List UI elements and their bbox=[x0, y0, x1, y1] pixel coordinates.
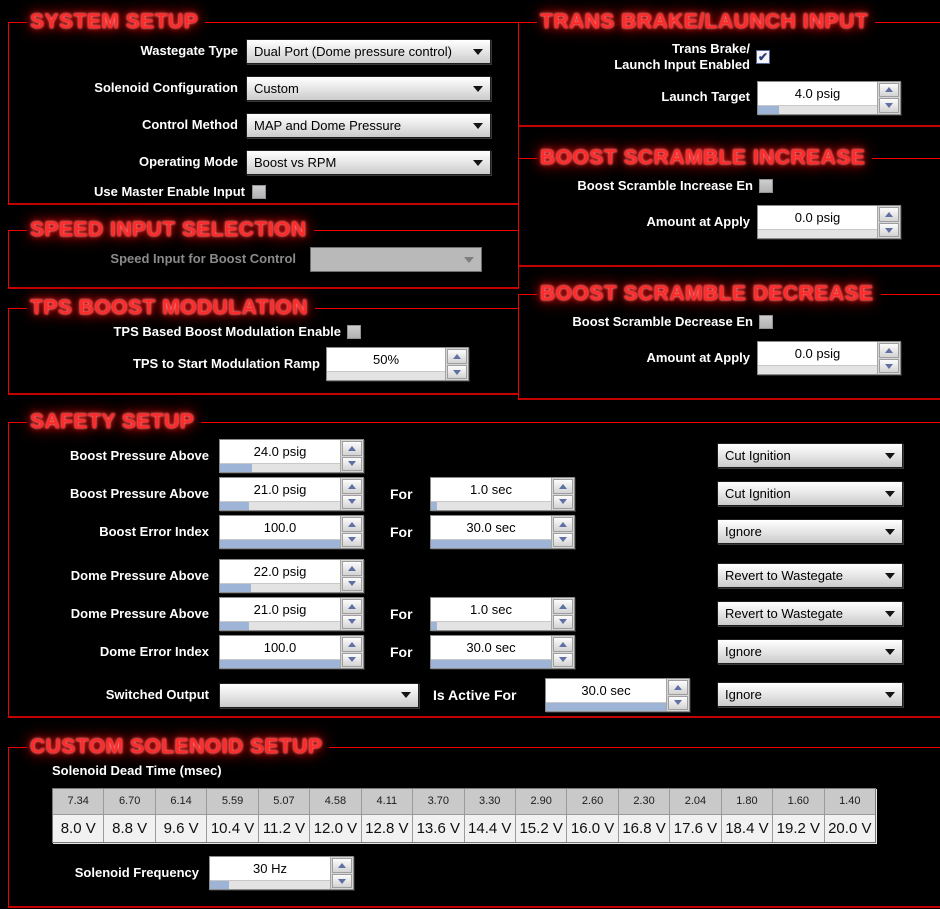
spin-up-button[interactable] bbox=[879, 343, 899, 358]
spin-down-button[interactable] bbox=[332, 874, 352, 889]
section-title: BOOST SCRAMBLE DECREASE bbox=[540, 282, 874, 305]
safety-action-dropdown[interactable] bbox=[717, 443, 903, 468]
field-row bbox=[19, 150, 508, 175]
spin-down-button[interactable] bbox=[342, 653, 362, 668]
value-slider[interactable] bbox=[431, 539, 551, 548]
spin-up-button[interactable] bbox=[342, 561, 362, 576]
dropdown-value: MAP and Dome Pressure bbox=[254, 118, 402, 133]
spinner-value-field[interactable] bbox=[220, 478, 340, 510]
spin-down-button[interactable] bbox=[553, 495, 573, 510]
for-label: For bbox=[390, 486, 413, 502]
spinner-value: 1.0 sec bbox=[470, 482, 512, 497]
safety-action-dropdown[interactable] bbox=[717, 639, 903, 664]
slider-fill bbox=[220, 464, 252, 472]
spinner-value-field[interactable] bbox=[431, 636, 551, 668]
dead-time-cell[interactable]: 2.60 bbox=[567, 789, 617, 814]
spin-up-button[interactable] bbox=[342, 517, 362, 532]
spin-down-button[interactable] bbox=[342, 495, 362, 510]
for-label: For bbox=[390, 524, 413, 540]
dropdown-value: Ignore bbox=[725, 524, 762, 539]
spin-up-button[interactable] bbox=[879, 83, 899, 98]
field-row bbox=[529, 41, 940, 74]
value-slider[interactable] bbox=[758, 229, 877, 238]
dead-time-cell[interactable]: 4.11 bbox=[362, 789, 412, 814]
voltage-header-cell: 14.4 V bbox=[465, 815, 515, 842]
spinner-value: 21.0 psig bbox=[253, 482, 307, 497]
for-duration-spinner bbox=[430, 597, 575, 631]
dropdown-value: Cut Ignition bbox=[725, 448, 791, 463]
dead-time-cell[interactable]: 6.14 bbox=[156, 789, 206, 814]
slider-fill bbox=[431, 502, 437, 510]
spin-down-button[interactable] bbox=[879, 223, 899, 238]
spin-down-button[interactable] bbox=[342, 533, 362, 548]
value-slider[interactable] bbox=[546, 702, 666, 711]
triangle-up-icon bbox=[885, 212, 893, 217]
safety-setup-panel bbox=[8, 410, 940, 718]
spinner-value: 100.0 bbox=[263, 640, 297, 655]
slider-fill bbox=[220, 660, 340, 668]
dropdown-value: Ignore bbox=[725, 687, 762, 702]
scramble-decrease-enable-checkbox[interactable] bbox=[759, 315, 773, 329]
for-label: For bbox=[390, 606, 413, 622]
section-title: CUSTOM SOLENOID SETUP bbox=[30, 735, 323, 758]
spinner-value-field[interactable] bbox=[546, 679, 666, 711]
triangle-up-icon bbox=[885, 348, 893, 353]
slider-fill bbox=[431, 540, 551, 548]
boost-scramble-increase-panel bbox=[518, 146, 940, 267]
spinner-value: 0.0 psig bbox=[794, 346, 841, 362]
slider-fill bbox=[220, 622, 249, 630]
dead-time-cell[interactable]: 1.40 bbox=[825, 789, 875, 814]
use-master-enable-label: Use Master Enable Input bbox=[94, 184, 245, 199]
voltage-header-cell: 16.8 V bbox=[619, 815, 669, 842]
spin-up-button[interactable] bbox=[342, 479, 362, 494]
tps-enable-label: TPS Based Boost Modulation Enable bbox=[113, 324, 341, 339]
triangle-down-icon bbox=[348, 657, 356, 662]
safety-row bbox=[19, 677, 940, 713]
triangle-down-icon bbox=[559, 537, 567, 542]
spin-down-button[interactable] bbox=[553, 653, 573, 668]
spinner-buttons bbox=[445, 348, 468, 380]
triangle-up-icon bbox=[674, 685, 682, 690]
spin-up-button[interactable] bbox=[553, 517, 573, 532]
spinner-buttons bbox=[877, 342, 900, 374]
triangle-down-icon bbox=[885, 103, 893, 108]
voltage-header-cell: 16.0 V bbox=[567, 815, 617, 842]
voltage-header-cell: 11.2 V bbox=[259, 815, 309, 842]
spinner-buttons bbox=[340, 478, 363, 510]
safety-row bbox=[19, 514, 940, 550]
chevron-down-icon bbox=[885, 573, 895, 579]
control-method-dropdown[interactable] bbox=[246, 113, 491, 138]
triangle-up-icon bbox=[348, 446, 356, 451]
value-slider[interactable] bbox=[210, 880, 330, 889]
safety-row bbox=[19, 596, 940, 632]
dome-pressure-above-label: Dome Pressure Above bbox=[70, 605, 209, 621]
triangle-down-icon bbox=[348, 619, 356, 624]
chevron-down-icon bbox=[464, 257, 474, 263]
dome-pressure-above-label: Dome Pressure Above bbox=[70, 567, 209, 583]
slider-fill bbox=[431, 660, 551, 668]
triangle-up-icon bbox=[348, 642, 356, 647]
spinner-value: 30.0 sec bbox=[581, 683, 631, 698]
section-title: TRANS BRAKE/LAUNCH INPUT bbox=[540, 10, 869, 33]
scramble-increase-enable-checkbox[interactable] bbox=[759, 179, 773, 193]
dome-pressure-spinner bbox=[219, 597, 364, 631]
chevron-down-icon bbox=[473, 160, 483, 166]
spinner-value-field[interactable] bbox=[220, 598, 340, 630]
triangle-up-icon bbox=[885, 87, 893, 92]
safety-action-dropdown[interactable] bbox=[717, 563, 903, 588]
boost-pressure-above-label: Boost Pressure Above bbox=[70, 485, 209, 501]
triangle-down-icon bbox=[559, 499, 567, 504]
section-title: TPS BOOST MODULATION bbox=[30, 296, 308, 319]
voltage-header-cell: 10.4 V bbox=[207, 815, 257, 842]
spinner-value: 30.0 sec bbox=[466, 640, 516, 655]
spinner-value-field[interactable] bbox=[220, 516, 340, 548]
spin-down-button[interactable] bbox=[879, 359, 899, 374]
dead-time-cell[interactable]: 1.80 bbox=[722, 789, 772, 814]
spinner-buttons bbox=[340, 440, 363, 472]
spin-down-button[interactable] bbox=[879, 98, 899, 113]
boost-pressure-spinner bbox=[219, 439, 364, 473]
spinner-value: 24.0 psig bbox=[253, 444, 307, 459]
spinner-buttons bbox=[551, 598, 574, 630]
field-row bbox=[19, 347, 508, 381]
voltage-header-cell: 8.0 V bbox=[53, 815, 103, 842]
triangle-down-icon bbox=[559, 657, 567, 662]
system-setup-panel bbox=[8, 10, 519, 205]
triangle-down-icon bbox=[885, 228, 893, 233]
is-active-for-label: Is Active For bbox=[433, 687, 517, 703]
for-duration-spinner bbox=[430, 635, 575, 669]
spinner-value: 30 Hz bbox=[253, 861, 287, 877]
dead-time-cell[interactable]: 1.60 bbox=[773, 789, 823, 814]
tps-boost-modulation-panel bbox=[8, 296, 519, 395]
spinner-buttons bbox=[340, 636, 363, 668]
value-slider[interactable] bbox=[220, 621, 340, 630]
wastegate-type-dropdown[interactable] bbox=[246, 39, 491, 64]
dropdown-value: Dual Port (Dome pressure control) bbox=[254, 44, 452, 59]
triangle-down-icon bbox=[885, 364, 893, 369]
spinner-value-field[interactable] bbox=[431, 478, 551, 510]
field-row bbox=[529, 178, 940, 194]
spinner-buttons bbox=[340, 560, 363, 592]
amount-at-apply-spinner bbox=[757, 341, 901, 375]
spin-up-button[interactable] bbox=[447, 349, 467, 364]
voltage-header-cell: 17.6 V bbox=[670, 815, 720, 842]
dead-time-cell[interactable]: 5.59 bbox=[207, 789, 257, 814]
triangle-up-icon bbox=[559, 604, 567, 609]
solenoid-configuration-label: Solenoid Configuration bbox=[94, 80, 238, 96]
spin-down-button[interactable] bbox=[553, 533, 573, 548]
control-method-label: Control Method bbox=[141, 117, 238, 133]
triangle-down-icon bbox=[453, 370, 461, 375]
dropdown-value: Custom bbox=[254, 81, 299, 96]
voltage-header-cell: 12.0 V bbox=[310, 815, 360, 842]
triangle-up-icon bbox=[348, 522, 356, 527]
speed-input-label: Speed Input for Boost Control bbox=[110, 251, 296, 267]
value-slider[interactable] bbox=[327, 371, 445, 380]
spinner-value: 22.0 psig bbox=[253, 564, 307, 579]
field-row bbox=[19, 856, 940, 890]
boost-error-spinner bbox=[219, 515, 364, 549]
spinner-value: 30.0 sec bbox=[466, 520, 516, 535]
section-title: SAFETY SETUP bbox=[30, 410, 195, 433]
for-duration-spinner bbox=[430, 477, 575, 511]
value-slider[interactable] bbox=[758, 365, 877, 374]
dead-time-cell[interactable]: 5.07 bbox=[259, 789, 309, 814]
spin-down-button[interactable] bbox=[553, 615, 573, 630]
speed-input-panel bbox=[8, 218, 519, 289]
field-row bbox=[19, 113, 508, 138]
slider-fill bbox=[431, 622, 437, 630]
spinner-buttons bbox=[877, 82, 900, 114]
voltage-header-cell: 13.6 V bbox=[413, 815, 463, 842]
scramble-decrease-enable-label: Boost Scramble Decrease En bbox=[572, 314, 753, 329]
dead-time-table-label: Solenoid Dead Time (msec) bbox=[52, 763, 222, 778]
trans-brake-panel bbox=[518, 10, 940, 127]
triangle-up-icon bbox=[559, 522, 567, 527]
spinner-value: 4.0 psig bbox=[794, 85, 841, 101]
field-row bbox=[529, 205, 940, 239]
slider-fill bbox=[220, 502, 249, 510]
spinner-value-field[interactable] bbox=[758, 82, 877, 114]
spinner-value-field[interactable] bbox=[758, 206, 877, 238]
spin-up-button[interactable] bbox=[668, 680, 688, 695]
dropdown-value: Cut Ignition bbox=[725, 486, 791, 501]
spinner-buttons bbox=[340, 516, 363, 548]
spinner-buttons bbox=[330, 857, 353, 889]
boost-error-index-label: Boost Error Index bbox=[99, 523, 209, 539]
chevron-down-icon bbox=[473, 123, 483, 129]
field-row bbox=[19, 247, 508, 272]
spinner-buttons bbox=[877, 206, 900, 238]
dead-time-cell[interactable]: 2.90 bbox=[516, 789, 566, 814]
spin-down-button[interactable] bbox=[447, 365, 467, 380]
dropdown-value: Revert to Wastegate bbox=[725, 606, 844, 621]
triangle-down-icon bbox=[348, 461, 356, 466]
dome-error-spinner bbox=[219, 635, 364, 669]
tps-enable-checkbox[interactable] bbox=[347, 325, 361, 339]
for-duration-spinner bbox=[430, 515, 575, 549]
slider-fill bbox=[220, 540, 340, 548]
dropdown-value: Boost vs RPM bbox=[254, 155, 337, 170]
spin-up-button[interactable] bbox=[342, 441, 362, 456]
voltage-header-cell: 18.4 V bbox=[722, 815, 772, 842]
operating-mode-label: Operating Mode bbox=[139, 154, 238, 170]
field-row bbox=[19, 184, 508, 200]
dead-time-cell[interactable]: 3.70 bbox=[413, 789, 463, 814]
dome-error-index-label: Dome Error Index bbox=[99, 643, 209, 659]
spinner-value: 100.0 bbox=[263, 520, 297, 535]
tps-ramp-label: TPS to Start Modulation Ramp bbox=[132, 356, 320, 372]
spin-down-button[interactable] bbox=[342, 577, 362, 592]
safety-action-dropdown[interactable] bbox=[717, 601, 903, 626]
solenoid-frequency-spinner bbox=[209, 856, 354, 890]
spinner-buttons bbox=[551, 516, 574, 548]
section-title: SYSTEM SETUP bbox=[30, 10, 199, 33]
spin-down-button[interactable] bbox=[342, 615, 362, 630]
spinner-value-field[interactable] bbox=[431, 516, 551, 548]
field-row bbox=[19, 324, 508, 340]
safety-row bbox=[19, 476, 940, 512]
value-slider[interactable] bbox=[220, 583, 340, 592]
operating-mode-dropdown[interactable] bbox=[246, 150, 491, 175]
spin-up-button[interactable] bbox=[553, 637, 573, 652]
value-slider[interactable] bbox=[758, 105, 877, 114]
triangle-up-icon bbox=[559, 642, 567, 647]
spin-up-button[interactable] bbox=[553, 479, 573, 494]
switched-output-label: Switched Output bbox=[105, 686, 209, 702]
chevron-down-icon bbox=[885, 692, 895, 698]
dead-time-cell[interactable]: 7.34 bbox=[53, 789, 103, 814]
slider-fill bbox=[210, 881, 229, 889]
spinner-buttons bbox=[551, 478, 574, 510]
spin-down-button[interactable] bbox=[668, 696, 688, 711]
voltage-header-cell: 15.2 V bbox=[516, 815, 566, 842]
spinner-value: 0.0 psig bbox=[794, 210, 841, 226]
amount-at-apply-label: Amount at Apply bbox=[646, 350, 750, 366]
voltage-header-cell: 12.8 V bbox=[362, 815, 412, 842]
triangle-down-icon bbox=[348, 537, 356, 542]
solenoid-dead-time-table bbox=[52, 788, 876, 843]
field-row bbox=[529, 341, 940, 375]
value-slider[interactable] bbox=[431, 501, 551, 510]
triangle-up-icon bbox=[348, 604, 356, 609]
safety-action-dropdown[interactable] bbox=[717, 481, 903, 506]
launch-target-label: Launch Target bbox=[661, 89, 750, 105]
wastegate-type-label: Wastegate Type bbox=[140, 43, 238, 59]
spin-up-button[interactable] bbox=[342, 599, 362, 614]
voltage-header-cell: 19.2 V bbox=[773, 815, 823, 842]
boost-pressure-above-label: Boost Pressure Above bbox=[70, 447, 209, 463]
for-label: For bbox=[390, 644, 413, 660]
triangle-down-icon bbox=[338, 879, 346, 884]
spin-up-button[interactable] bbox=[332, 858, 352, 873]
spin-up-button[interactable] bbox=[879, 207, 899, 222]
triangle-down-icon bbox=[348, 499, 356, 504]
speed-input-dropdown[interactable] bbox=[310, 247, 482, 272]
voltage-header-cell: 9.6 V bbox=[156, 815, 206, 842]
switched-output-dropdown[interactable] bbox=[219, 683, 419, 708]
spinner-value-field[interactable] bbox=[220, 636, 340, 668]
chevron-down-icon bbox=[473, 86, 483, 92]
dead-time-cell[interactable]: 2.30 bbox=[619, 789, 669, 814]
boost-scramble-decrease-panel bbox=[518, 282, 940, 400]
spinner-buttons bbox=[340, 598, 363, 630]
value-slider[interactable] bbox=[220, 463, 340, 472]
spinner-value: 21.0 psig bbox=[253, 602, 307, 617]
triangle-down-icon bbox=[348, 581, 356, 586]
triangle-up-icon bbox=[348, 484, 356, 489]
safety-row bbox=[19, 438, 940, 474]
value-slider[interactable] bbox=[220, 539, 340, 548]
dead-time-cell[interactable]: 2.04 bbox=[670, 789, 720, 814]
dome-pressure-spinner bbox=[219, 559, 364, 593]
spinner-value: 1.0 sec bbox=[470, 602, 512, 617]
chevron-down-icon bbox=[885, 649, 895, 655]
voltage-header-cell: 20.0 V bbox=[825, 815, 875, 842]
field-row bbox=[19, 39, 508, 64]
spinner-value-field[interactable] bbox=[220, 440, 340, 472]
field-row bbox=[529, 81, 940, 115]
trans-brake-enable-checkbox[interactable]: ✔ bbox=[757, 50, 769, 65]
safety-row bbox=[19, 558, 940, 594]
field-row bbox=[529, 314, 940, 330]
triangle-up-icon bbox=[559, 484, 567, 489]
voltage-header-cell: 8.8 V bbox=[104, 815, 154, 842]
triangle-up-icon bbox=[453, 354, 461, 359]
dropdown-value: Revert to Wastegate bbox=[725, 568, 844, 583]
amount-at-apply-spinner bbox=[757, 205, 901, 239]
use-master-enable-checkbox[interactable] bbox=[252, 185, 266, 199]
tps-ramp-spinner bbox=[326, 347, 469, 381]
value-slider[interactable] bbox=[431, 659, 551, 668]
triangle-up-icon bbox=[348, 566, 356, 571]
chevron-down-icon bbox=[885, 529, 895, 535]
spinner-value-field[interactable] bbox=[758, 342, 877, 374]
spinner-value-field[interactable] bbox=[431, 598, 551, 630]
slider-fill bbox=[758, 106, 779, 114]
chevron-down-icon bbox=[885, 453, 895, 459]
solenoid-frequency-label: Solenoid Frequency bbox=[74, 865, 199, 881]
launch-target-spinner bbox=[757, 81, 901, 115]
safety-action-dropdown[interactable] bbox=[717, 682, 903, 707]
spinner-value-field[interactable] bbox=[220, 560, 340, 592]
dead-time-cell[interactable]: 3.30 bbox=[465, 789, 515, 814]
chevron-down-icon bbox=[401, 692, 411, 698]
value-slider[interactable] bbox=[220, 501, 340, 510]
chevron-down-icon bbox=[885, 611, 895, 617]
triangle-down-icon bbox=[674, 700, 682, 705]
spin-up-button[interactable] bbox=[342, 637, 362, 652]
spin-down-button[interactable] bbox=[342, 457, 362, 472]
dead-time-cell[interactable]: 6.70 bbox=[104, 789, 154, 814]
spinner-value: 50% bbox=[372, 352, 400, 368]
spinner-value-field[interactable] bbox=[327, 348, 445, 380]
section-title: BOOST SCRAMBLE INCREASE bbox=[540, 146, 866, 169]
spinner-value-field[interactable] bbox=[210, 857, 330, 889]
value-slider[interactable] bbox=[220, 659, 340, 668]
value-slider[interactable] bbox=[431, 621, 551, 630]
safety-action-dropdown[interactable] bbox=[717, 519, 903, 544]
triangle-down-icon bbox=[559, 619, 567, 624]
slider-fill bbox=[220, 584, 251, 592]
trans-brake-enable-label: Trans Brake/ Launch Input Enabled bbox=[614, 41, 750, 73]
chevron-down-icon bbox=[885, 491, 895, 497]
boost-pressure-spinner bbox=[219, 477, 364, 511]
dropdown-value: Ignore bbox=[725, 644, 762, 659]
spinner-buttons bbox=[551, 636, 574, 668]
field-row bbox=[19, 76, 508, 101]
solenoid-configuration-dropdown[interactable] bbox=[246, 76, 491, 101]
spin-up-button[interactable] bbox=[553, 599, 573, 614]
custom-solenoid-panel bbox=[8, 735, 940, 908]
triangle-up-icon bbox=[338, 863, 346, 868]
slider-fill bbox=[546, 703, 666, 711]
chevron-down-icon bbox=[473, 49, 483, 55]
safety-row bbox=[19, 634, 940, 670]
spinner-buttons bbox=[666, 679, 689, 711]
section-title: SPEED INPUT SELECTION bbox=[30, 218, 307, 241]
amount-at-apply-label: Amount at Apply bbox=[646, 214, 750, 230]
scramble-increase-enable-label: Boost Scramble Increase En bbox=[577, 178, 753, 193]
is-active-for-spinner bbox=[545, 678, 690, 712]
dead-time-cell[interactable]: 4.58 bbox=[310, 789, 360, 814]
